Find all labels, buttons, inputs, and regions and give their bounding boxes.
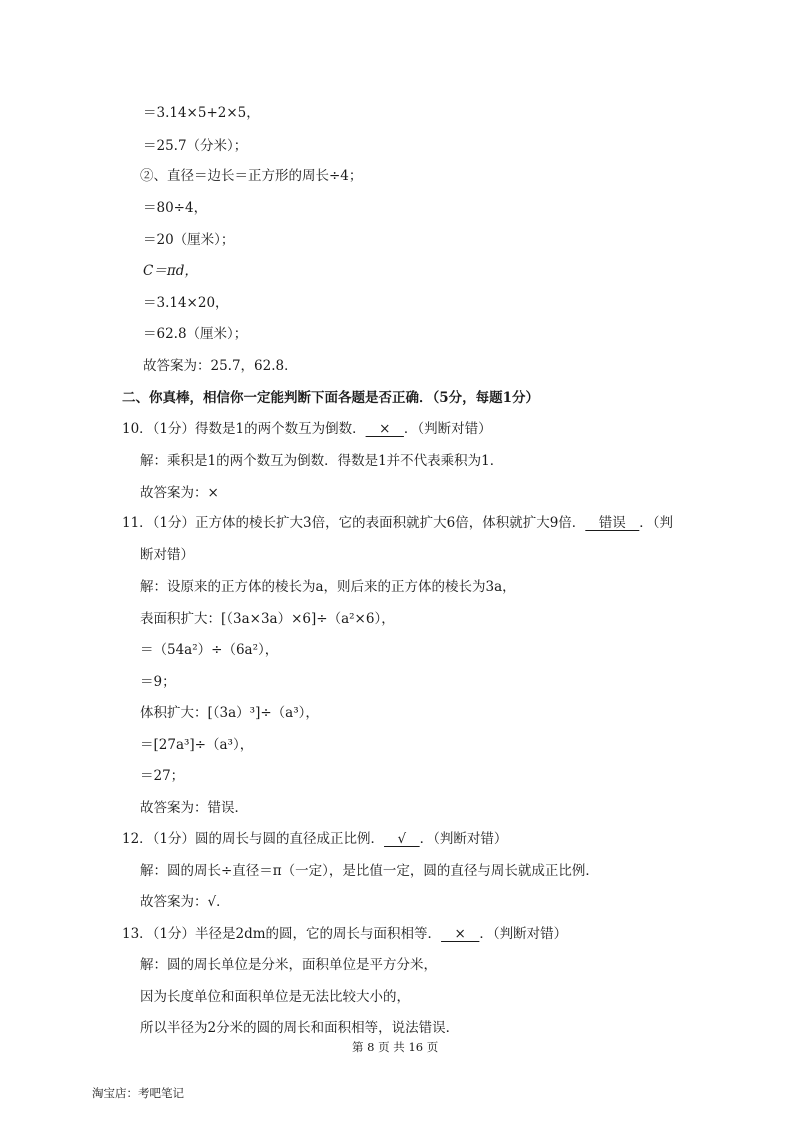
solution-line: ＝27； <box>140 768 185 784</box>
question-text: 12．（1分）圆的周长与圆的直径成正比例． <box>122 831 385 847</box>
question-10 <box>122 420 492 438</box>
solution-line: 体积扩大：[（3a）³]÷（a³）， <box>140 705 319 721</box>
solution-line: ＝[27a³]÷（a³）， <box>140 737 254 753</box>
solution-line: 所以半径为2分米的圆的周长和面积相等，说法错误． <box>140 1020 460 1036</box>
question-12 <box>122 830 507 848</box>
solution-line: 因为长度单位和面积单位是无法比较大小的， <box>140 989 410 1005</box>
solution-line: 解：圆的周长÷直径＝π（一定），是比值一定，圆的直径与周长就成正比例． <box>140 863 599 879</box>
question-suffix: ．（判断对错） <box>479 926 568 942</box>
calc-line: ＝25.7（分米）； <box>143 138 248 154</box>
section-heading: 二、你真棒，相信你一定能判断下面各题是否正确．（5分，每题1分） <box>122 390 540 406</box>
solution-line: ＝9； <box>140 674 176 690</box>
calc-line: ＝20（厘米）； <box>143 232 235 248</box>
calc-line: ②、直径＝边长＝正方形的周长÷4； <box>140 168 363 184</box>
question-suffix: ．（判断对错） <box>419 831 508 847</box>
question-13 <box>122 925 567 943</box>
answer-line: 故答案为：√． <box>140 894 230 910</box>
answer-line: 故答案为：错误． <box>140 800 248 816</box>
calc-line: ＝62.8（厘米）； <box>143 326 248 342</box>
answer-line: 故答案为：25.7，62.8． <box>143 358 298 374</box>
question-continuation: 断对错） <box>140 547 194 563</box>
formula-line: C＝πd， <box>143 263 198 279</box>
question-text: 10．（1分）得数是1的两个数互为倒数． <box>122 421 366 437</box>
solution-line: 解：乘积是1的两个数互为倒数．得数是1并不代表乘积为1． <box>140 453 504 469</box>
question-text: 11．（1分）正方体的棱长扩大3倍，它的表面积就扩大6倍，体积就扩大9倍． <box>122 515 586 531</box>
page-number: 第 8 页 共 16 页 <box>352 1040 439 1054</box>
answer-blank: 错误 <box>585 515 640 531</box>
solution-line: 解：圆的周长单位是分米，面积单位是平方分米， <box>140 957 437 973</box>
answer-blank: × <box>441 926 480 942</box>
question-suffix: ．（判断对错） <box>403 421 492 437</box>
answer-blank: × <box>365 421 404 437</box>
calc-line: ＝80÷4， <box>143 200 208 216</box>
question-text: 13．（1分）半径是2dm的圆，它的周长与面积相等． <box>122 926 442 942</box>
shop-label: 淘宝店：考吧笔记 <box>92 1086 184 1100</box>
answer-line: 故答案为：× <box>140 485 219 501</box>
solution-line: 解：设原来的正方体的棱长为a，则后来的正方体的棱长为3a， <box>140 579 516 595</box>
question-suffix: ．（判 <box>639 515 674 531</box>
answer-blank: √ <box>384 831 420 847</box>
calc-line: ＝3.14×20， <box>143 295 229 311</box>
question-11 <box>122 514 673 532</box>
solution-line: 表面积扩大：[（3a×3a）×6]÷（a²×6）， <box>140 611 395 627</box>
solution-line: ＝（54a²）÷（6a²）， <box>140 642 279 658</box>
calc-line: ＝3.14×5+2×5， <box>143 105 260 121</box>
